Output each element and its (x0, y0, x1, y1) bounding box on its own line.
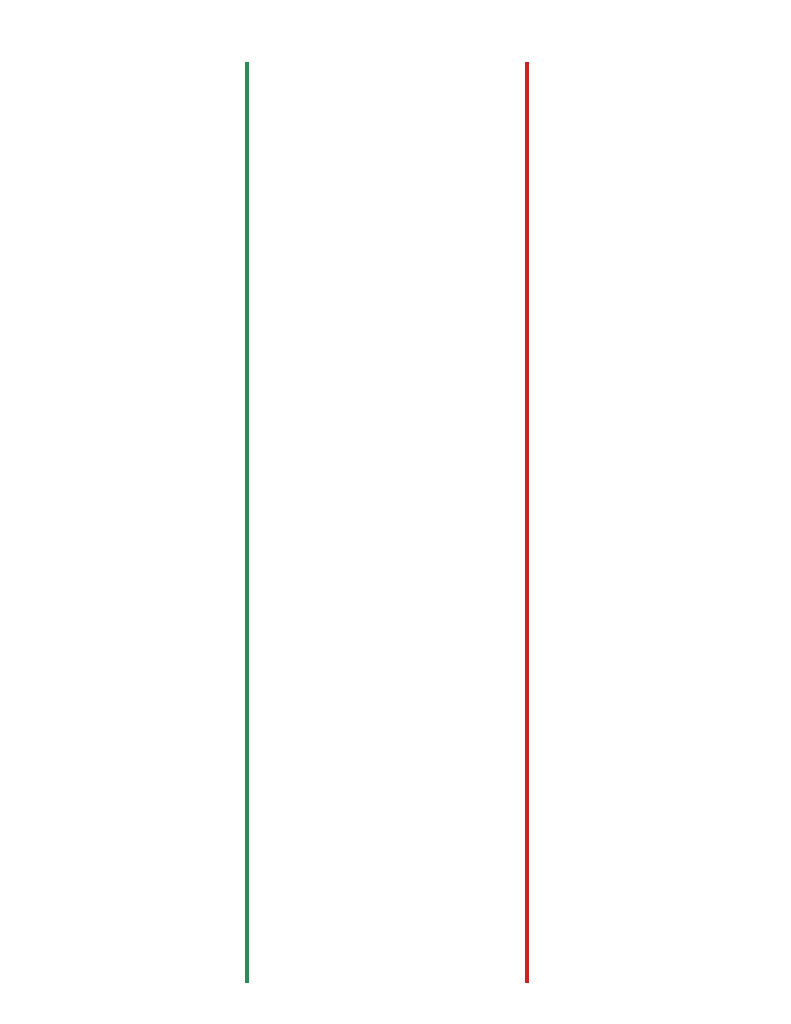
header-2008-budget (354, 50, 418, 63)
header-2007-budget (276, 50, 335, 63)
budget-sheet (46, 38, 530, 62)
red-column-marker (525, 62, 529, 983)
header-difference (437, 50, 499, 63)
sheet-gridlines (46, 38, 530, 983)
header-row (46, 38, 530, 62)
green-column-marker (245, 62, 249, 983)
